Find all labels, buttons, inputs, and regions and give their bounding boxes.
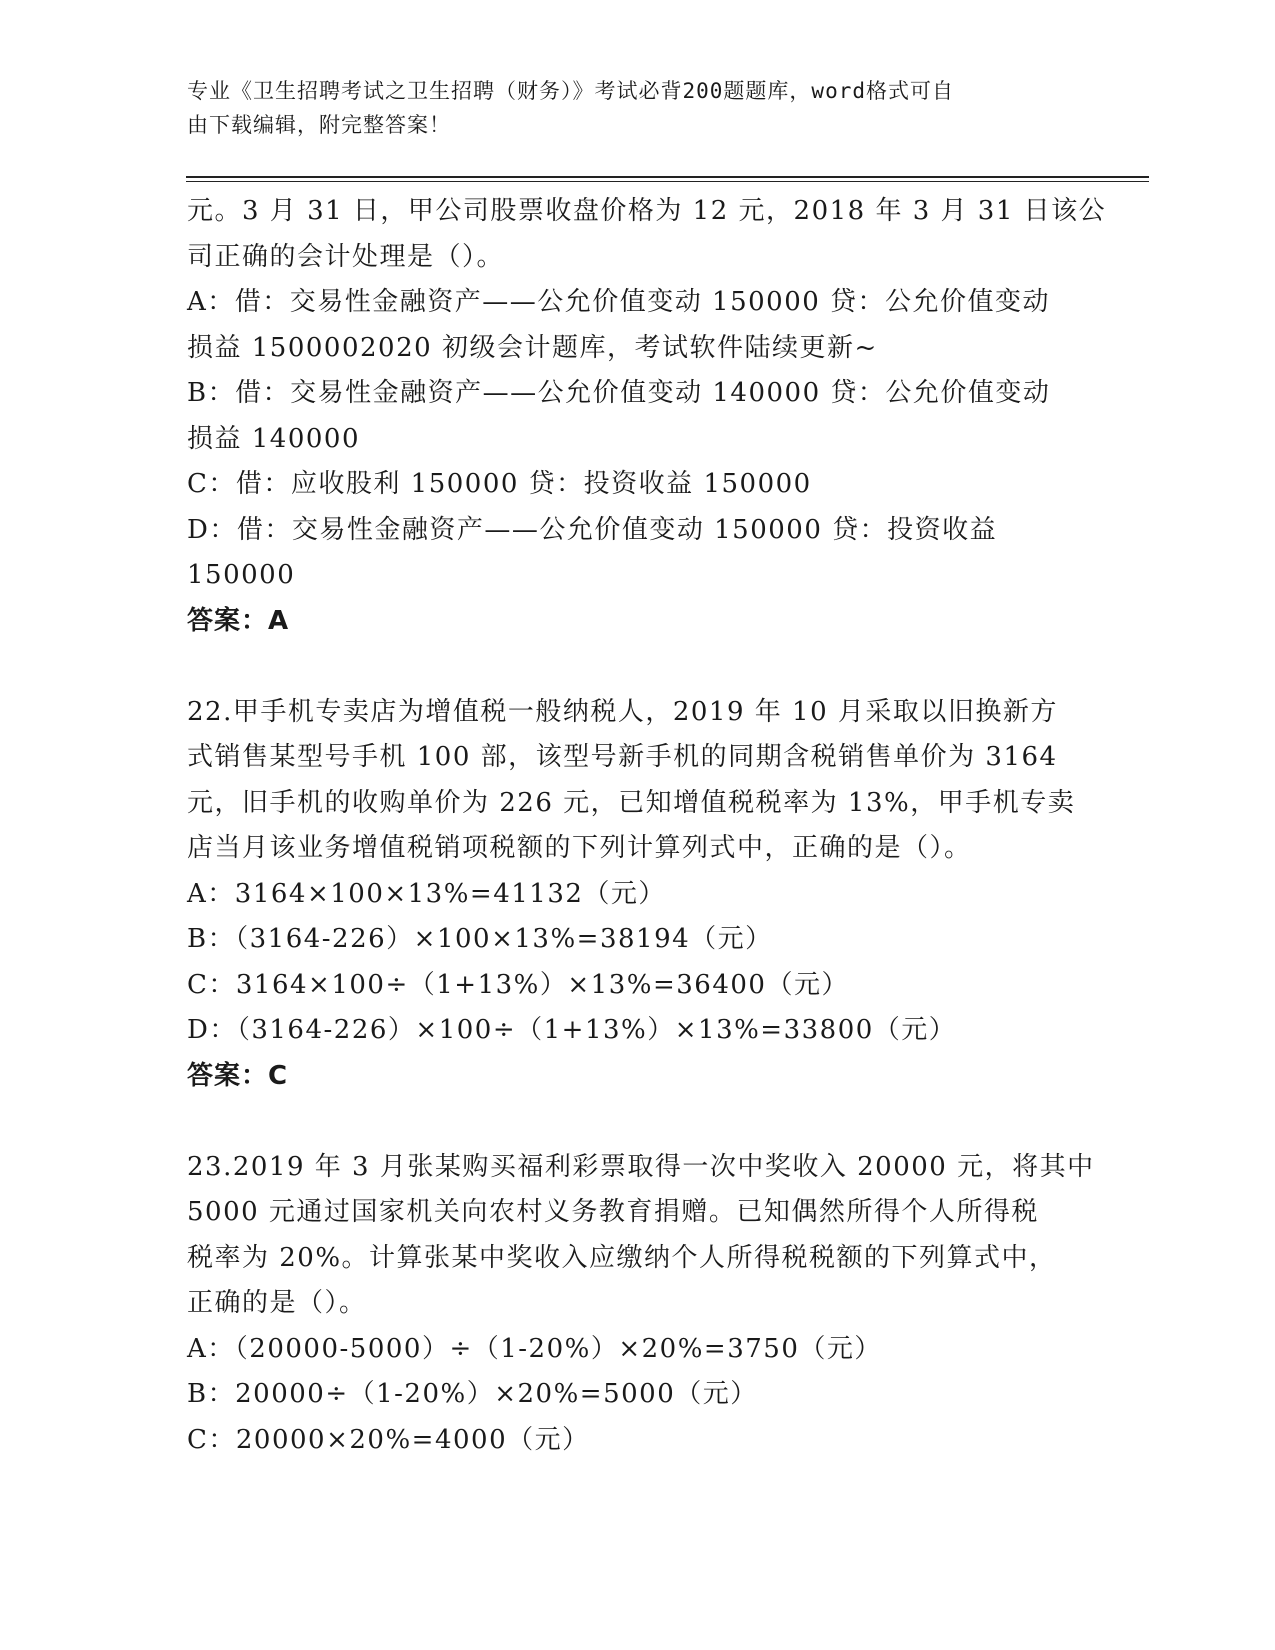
- option-b-continued: 损益 140000: [187, 423, 361, 454]
- option-d-continued: 150000: [187, 560, 296, 590]
- option-b: B：20000÷（1-20%）×20%=5000（元）: [187, 1379, 758, 1409]
- question-21-continuation: [187, 189, 1107, 644]
- option-d: D：（3164-226）×100÷（1+13%）×13%=33800（元）: [187, 1015, 957, 1045]
- question-text-line: 5000 元通过国家机关向农村义务教育捐赠。已知偶然所得个人所得税: [187, 1197, 1039, 1227]
- header-line-2: 由下载编辑，附完整答案！: [187, 113, 451, 137]
- header-line-1: 专业《卫生招聘考试之卫生招聘（财务）》考试必背200题题库，word格式可自: [187, 79, 954, 103]
- question-text-line: 元，旧手机的收购单价为 226 元，已知增值税税率为 13%，甲手机专卖: [187, 787, 1076, 818]
- spacer: [187, 1099, 1087, 1145]
- option-b: B：（3164-226）×100×13%=38194（元）: [187, 924, 773, 954]
- option-c: C：20000×20%=4000（元）: [187, 1424, 590, 1455]
- question-text-line: 式销售某型号手机 100 部，该型号新手机的同期含税销售单价为 3164: [187, 742, 1058, 772]
- question-text-line: 元。3 月 31 日，甲公司股票收盘价格为 12 元，2018 年 3 月 31 日该公: [187, 196, 1107, 226]
- page-header: [187, 74, 1087, 142]
- option-a: A：借：交易性金融资产——公允价值变动 150000 贷：公允价值变动: [187, 287, 1051, 317]
- option-a-continued: 损益 1500002020 初级会计题库，考试软件陆续更新~: [187, 332, 878, 363]
- option-c: C：借：应收股利 150000 贷：投资收益 150000: [187, 469, 812, 499]
- question-text-line: 23.2019 年 3 月张某购买福利彩票取得一次中奖收入 20000 元，将其中: [187, 1151, 1095, 1182]
- option-a: A：（20000-5000）÷（1-20%）×20%=3750（元）: [187, 1333, 882, 1364]
- spacer: [187, 644, 1087, 690]
- option-c: C：3164×100÷（1+13%）×13%=36400（元）: [187, 969, 849, 1000]
- question-text-line: 店当月该业务增值税销项税额的下列计算列式中，正确的是（）。: [187, 833, 972, 863]
- question-23: [187, 1145, 1095, 1464]
- header-divider-thin: [186, 181, 1149, 182]
- question-text-line: 正确的是（）。: [187, 1288, 367, 1318]
- document-body: [187, 189, 1107, 1463]
- question-22: [187, 690, 1087, 1100]
- option-a: A：3164×100×13%=41132（元）: [187, 878, 666, 909]
- answer-label: 答案：A: [187, 605, 290, 636]
- answer-label: 答案：C: [187, 1060, 289, 1091]
- question-text-line: 22.甲手机专卖店为增值税一般纳税人，2019 年 10 月采取以旧换新方: [187, 696, 1058, 727]
- option-d: D：借：交易性金融资产——公允价值变动 150000 贷：投资收益: [187, 514, 998, 545]
- question-text-line: 司正确的会计处理是（）。: [187, 241, 505, 272]
- header-divider-thick: [186, 176, 1149, 178]
- question-text-line: 税率为 20%。计算张某中奖收入应缴纳个人所得税税额的下列算式中，: [187, 1242, 1057, 1273]
- option-b: B：借：交易性金融资产——公允价值变动 140000 贷：公允价值变动: [187, 378, 1051, 408]
